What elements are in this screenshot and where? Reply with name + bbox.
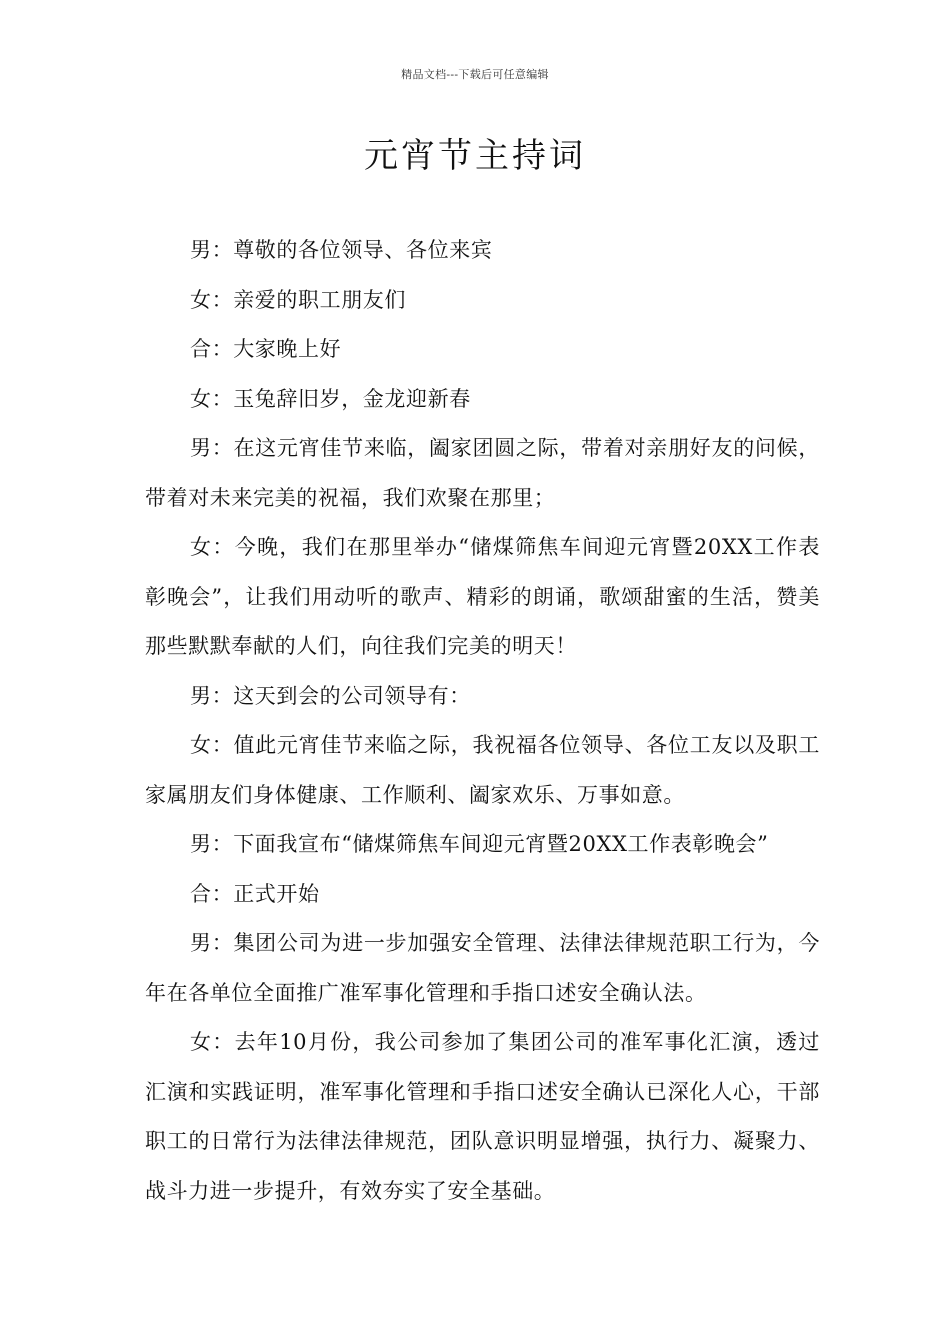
paragraph: 男：这天到会的公司领导有： (190, 683, 471, 708)
paragraph: 合：正式开始 (190, 881, 320, 906)
document-title: 元宵节主持词 (364, 136, 586, 176)
paragraph: 合：大家晚上好 (190, 337, 342, 361)
paragraph: 女：亲爱的职工朋友们 (190, 287, 406, 312)
paragraph: 女：值此元宵佳节来临之际，我祝福各位领导、各位工友以及职工家属朋友们身体健康、工作顺利、阖家欢乐、万事如意。 (145, 733, 820, 807)
paragraph: 男：尊敬的各位领导、各位来宾 (190, 238, 493, 262)
paragraph: 男：集团公司为进一步加强安全管理、法律法律规范职工行为，今年在各单位全面推广准军事化管理和手指口述安全确认法。 (145, 931, 820, 1005)
paragraph: 女：玉兔辞旧岁，金龙迎新春 (190, 386, 471, 411)
document-body (145, 226, 820, 1216)
header-note: 精品文档---下载后可任意编辑 (401, 68, 549, 81)
paragraph: 男：在这元宵佳节来临，阖家团圆之际，带着对亲朋好友的问候，带着对未来完美的祝福，我们欢聚在那里； (145, 436, 820, 510)
paragraph: 男：下面我宣布“储煤筛焦车间迎元宵暨20XX工作表彰晚会” (190, 832, 769, 856)
paragraph: 女：去年10月份，我公司参加了集团公司的准军事化汇演，透过汇演和实践证明，准军事化管理和手指口述安全确认已深化人心，干部职工的日常行为法律法律规范，团队意识明显增强，执行力、凝聚力、战斗力进一步提升，有效夯实了安全基础。 (145, 1030, 820, 1203)
paragraph: 女：今晚，我们在那里举办“储煤筛焦车间迎元宵暨20XX工作表彰晚会”，让我们用动听的歌声、精彩的朗诵，歌颂甜蜜的生活，赞美那些默默奉献的人们，向往我们完美的明天！ (145, 535, 820, 658)
